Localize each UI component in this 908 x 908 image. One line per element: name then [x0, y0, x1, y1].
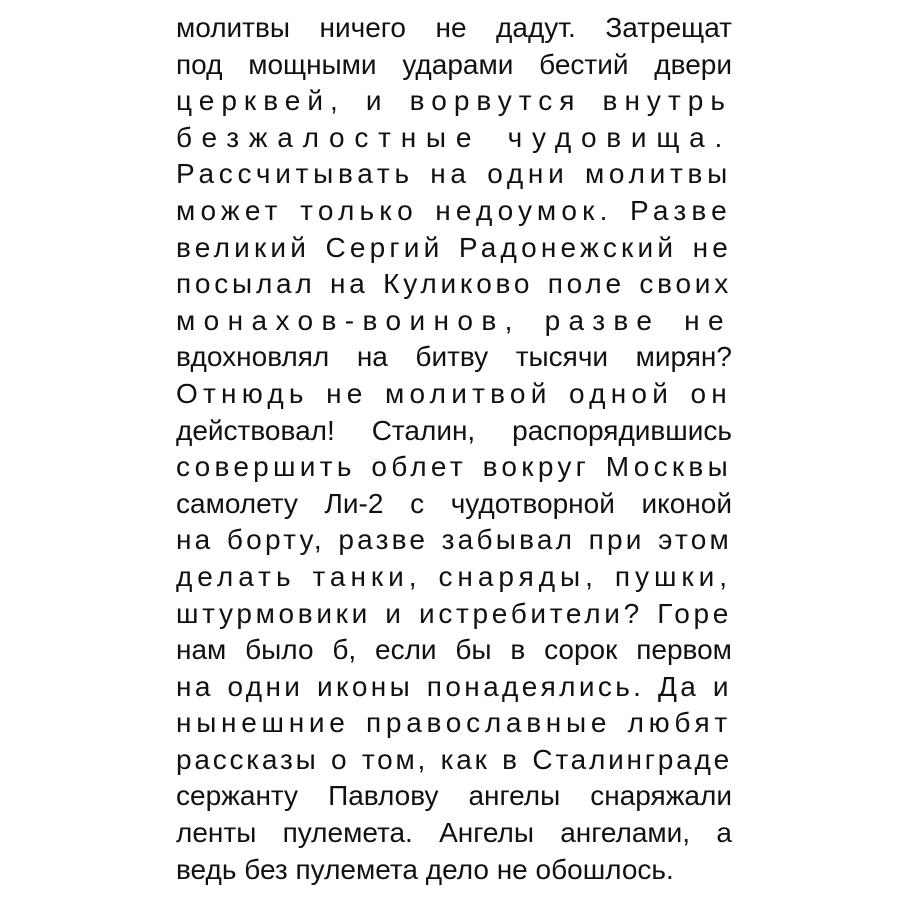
- text-word: при: [588, 524, 645, 556]
- text-word: как: [440, 743, 490, 775]
- text-word: истребители?: [419, 597, 643, 629]
- text-word: разве: [338, 524, 429, 556]
- text-word: и: [365, 85, 389, 117]
- text-word: в: [510, 634, 526, 666]
- text-word: и: [712, 670, 732, 702]
- text-word: двери: [654, 48, 732, 80]
- text-word: ничего: [319, 12, 406, 43]
- text-line: [176, 632, 732, 669]
- text-word: бестий: [539, 48, 629, 80]
- text-word: разве: [544, 304, 661, 336]
- text-word: Рассчитывать: [176, 158, 414, 190]
- text-word: мощными: [248, 48, 377, 80]
- text-word: иконы: [316, 670, 414, 702]
- text-word: молитвы: [584, 158, 732, 190]
- text-line: [176, 522, 732, 559]
- text-word: если: [375, 634, 437, 666]
- text-word: нам: [176, 634, 227, 666]
- text-word: любят: [627, 707, 732, 739]
- text-line: [176, 705, 732, 742]
- text-word: одни: [227, 670, 304, 702]
- text-word: было: [245, 634, 314, 666]
- text-line: [176, 596, 732, 633]
- text-word: молитвой: [385, 377, 552, 409]
- text-word: своих: [639, 268, 732, 300]
- text-word: этом: [658, 524, 732, 556]
- text-word: великий: [176, 231, 311, 263]
- text-word: под: [176, 48, 223, 80]
- text-word: снаряды,: [438, 560, 598, 592]
- text-line: [176, 120, 732, 157]
- text-line: [176, 778, 732, 815]
- text-word: Ли-2: [324, 487, 384, 519]
- text-word: нынешние: [176, 707, 350, 739]
- text-word: Сталин,: [371, 414, 476, 446]
- text-word: Сталинграде: [532, 743, 732, 775]
- text-word: танки,: [312, 560, 422, 592]
- text-word: вдохновлял: [176, 341, 330, 373]
- text-word: Москвы: [605, 451, 732, 483]
- text-line: [176, 339, 732, 376]
- text-line: [176, 10, 732, 47]
- text-line: [176, 156, 732, 193]
- text-word: на: [356, 341, 388, 373]
- text-word: посылал: [176, 268, 316, 300]
- text-word: одной: [569, 377, 674, 409]
- text-word: дадут.: [496, 12, 576, 43]
- text-word: а: [716, 817, 732, 849]
- text-word: Ангелы: [439, 817, 534, 849]
- text-line: [176, 83, 732, 120]
- text-word: том,: [361, 743, 429, 775]
- text-word: Да: [657, 670, 700, 702]
- text-word: распорядившись: [512, 414, 732, 446]
- text-word: Павлову: [328, 780, 439, 812]
- text-line: [176, 230, 732, 267]
- text-word: самолету: [176, 487, 298, 519]
- text-word: облет: [371, 451, 467, 483]
- text-word: в: [502, 743, 520, 775]
- text-line: [176, 193, 732, 230]
- text-word: безжалостные: [176, 121, 482, 153]
- text-line: [176, 303, 732, 340]
- text-word: борту,: [226, 524, 325, 556]
- text-word: на: [176, 670, 214, 702]
- text-word: мирян?: [635, 341, 732, 373]
- text-word: первом: [636, 634, 732, 666]
- text-word: на: [176, 524, 214, 556]
- text-line: [176, 669, 732, 706]
- text-word: сержанту: [176, 780, 299, 812]
- text-word: только: [300, 194, 418, 226]
- text-line: ведь без пулемета дело не обошлось.: [176, 853, 674, 885]
- text-line: [176, 266, 732, 303]
- text-word: поле: [547, 268, 625, 300]
- text-word: не: [326, 377, 368, 409]
- text-word: одни: [487, 158, 569, 190]
- text-word: Горе: [657, 597, 732, 629]
- text-word: забывал: [441, 524, 576, 556]
- text-word: церквей,: [176, 85, 345, 117]
- text-word: действовал!: [176, 414, 335, 446]
- text-word: совершить: [176, 451, 356, 483]
- text-word: не: [435, 12, 467, 43]
- text-word: б,: [332, 634, 357, 666]
- text-line: [176, 486, 732, 523]
- text-line: [176, 47, 732, 84]
- text-word: ленты: [176, 817, 257, 849]
- text-word: Радонежский: [458, 231, 678, 263]
- text-line: [176, 413, 732, 450]
- text-word: понадеялись.: [426, 670, 645, 702]
- text-word: Отнюдь: [176, 377, 309, 409]
- text-word: ангелами,: [560, 817, 691, 849]
- text-word: ударами: [402, 48, 514, 80]
- text-word: на: [430, 158, 471, 190]
- text-word: недоумок.: [435, 194, 613, 226]
- text-line: [176, 559, 732, 596]
- text-word: молитвы: [176, 12, 291, 43]
- text-word: вокруг: [482, 451, 591, 483]
- text-word: не: [692, 231, 732, 263]
- text-word: внутрь: [602, 85, 732, 117]
- text-word: может: [176, 194, 283, 226]
- text-word: битву: [415, 341, 489, 373]
- text-word: ангелы: [468, 780, 561, 812]
- text-word: Куликово: [383, 268, 534, 300]
- text-word: не: [684, 304, 732, 336]
- text-word: православные: [366, 707, 612, 739]
- text-word: чудотворной: [450, 487, 615, 519]
- text-word: пушки,: [614, 560, 732, 592]
- text-word: рассказы: [176, 743, 319, 775]
- text-word: чудовища.: [507, 121, 732, 153]
- text-line: [176, 449, 732, 486]
- text-word: иконой: [641, 487, 732, 519]
- text-word: с: [410, 487, 425, 519]
- text-word: о: [331, 743, 350, 775]
- text-word: ворвутся: [409, 85, 582, 117]
- text-word: снаряжали: [590, 780, 732, 812]
- text-word: на: [330, 268, 369, 300]
- text-column: [176, 10, 732, 888]
- text-word: пулемета.: [282, 817, 413, 849]
- text-word: он: [690, 377, 732, 409]
- text-word: Сергий: [325, 231, 444, 263]
- text-word: и: [385, 597, 405, 629]
- text-word: монахов-воинов,: [176, 304, 521, 336]
- text-word: Разве: [629, 194, 732, 226]
- text-word: бы: [455, 634, 492, 666]
- text-word: делать: [176, 560, 296, 592]
- text-word: штурмовики: [176, 597, 371, 629]
- text-line: [176, 376, 732, 413]
- text-word: тысячи: [515, 341, 609, 373]
- text-word: сорок: [544, 634, 618, 666]
- text-line: [176, 742, 732, 779]
- text-line: [176, 815, 732, 852]
- text-word: Затрещат: [605, 12, 732, 43]
